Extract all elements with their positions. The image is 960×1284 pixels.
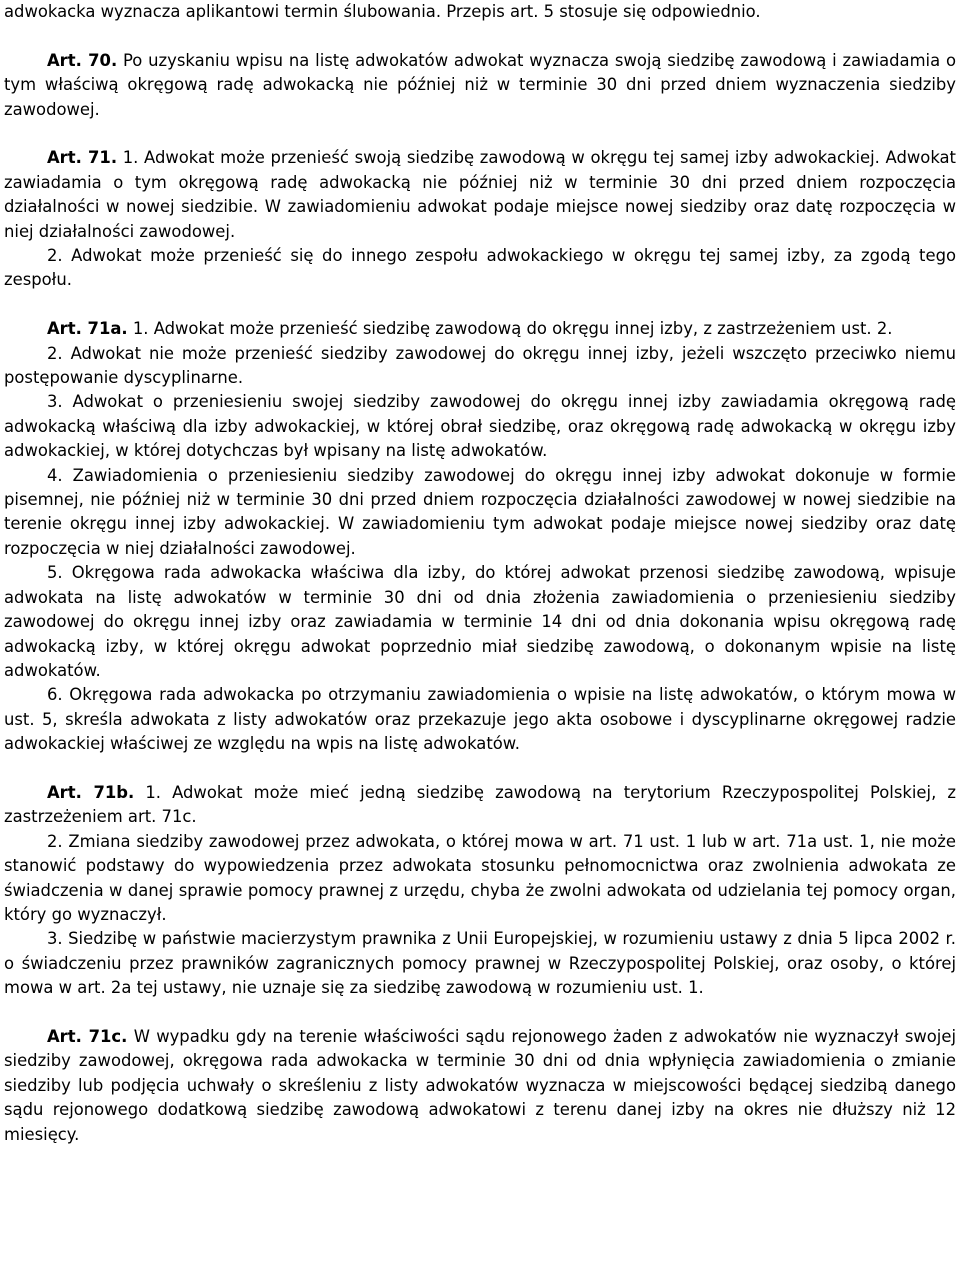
paragraph-text: 3. Siedzibę w państwie macierzystym prawnika z Unii Europejskiej, w rozumieniu ustawy z dnia 5 lipca 2002 r. o świadczeniu przez prawników zagranicznych pomocy prawnej w Rzeczypospolitej Polskiej, oraz osoby, o której mowa w art. 2a tej ustawy, nie uznaje się za siedzibę zawodową w rozumieniu ust. 1. <box>4 929 956 998</box>
paragraph-intro <box>4 0 956 24</box>
paragraph-text: adwokacka wyznacza aplikantowi termin ślubowania. Przepis art. 5 stosuje się odpowiednio. <box>4 2 761 21</box>
article-71c <box>4 1025 956 1147</box>
paragraph-text: 2. Adwokat może przenieść się do innego zespołu adwokackiego w okręgu tej samej izby, za zgodą tego zespołu. <box>4 246 956 290</box>
paragraph-text: 2. Adwokat nie może przenieść siedziby zawodowej do okręgu innej izby, jeżeli wszczęto przeciwko niemu postępowanie dyscyplinarne. <box>4 343 956 388</box>
paragraph-text: 2. Zmiana siedziby zawodowej przez adwokata, o której mowa w art. 71 ust. 1 lub w art. 71a ust. 1, nie może stanowić podstawy do wypowiedzenia przez adwokata stosunku pełnomocnictwa oraz zwolnienia adwokata ze świadczenia w danej sprawie pomocy prawnej z urzędu, chyba że zwolni adwokata od udzielania tej pomocy organ, który go wyznaczył. <box>4 831 956 924</box>
article-text: 1. Adwokat może przenieść siedzibę zawodową do okręgu innej izby, z zastrzeżeniem ust. 2. <box>127 319 893 339</box>
article-71b-paragraph-2 <box>4 830 956 928</box>
paragraph-text: 4. Zawiadomienia o przeniesieniu siedziby zawodowej do okręgu innej izby adwokat dokonuje w formie pisemnej, nie później niż w terminie 30 dni przed dniem rozpoczęcia działalności zawodowej w nowej siedzibie na terenie okręgu innej izby adwokackiej. W zawiadomieniu tym adwokat podaje miejsce nowej siedziby oraz datę rozpoczęcia w niej działalności zawodowej. <box>4 465 956 558</box>
article-label: Art. 70. <box>47 50 118 70</box>
article-71a-paragraph-1 <box>4 317 956 341</box>
article-71a-paragraph-6 <box>4 683 956 756</box>
article-71-paragraph-1 <box>4 146 956 244</box>
article-label: Art. 71a. <box>47 319 128 339</box>
article-71b-paragraph-3 <box>4 927 956 1000</box>
article-71a-paragraph-2 <box>4 342 956 391</box>
article-70 <box>4 49 956 122</box>
article-71a-paragraph-4 <box>4 464 956 562</box>
article-71a-paragraph-3 <box>4 390 956 463</box>
article-text: 1. Adwokat może przenieść swoją siedzibę zawodową w okręgu tej samej izby adwokackiej. Adwokat zawiadamia o tym okręgową radę adwokacką nie później niż w terminie 30 dni przed dniem rozpoczęcia działalności w nowej siedzibie. W zawiadomieniu adwokat podaje miejsce nowej siedziby oraz datę rozpoczęcia w niej działalności zawodowej. <box>4 148 956 241</box>
article-text: Po uzyskaniu wpisu na listę adwokatów adwokat wyznacza swoją siedzibę zawodową i zawiadamia o tym właściwą okręgową radę adwokacką nie później niż w terminie 30 dni przed dniem wyznaczenia siedziby zawodowej. <box>4 50 957 119</box>
paragraph-text: 6. Okręgowa rada adwokacka po otrzymaniu zawiadomienia o wpisie na listę adwokatów, o którym mowa w ust. 5, skreśla adwokata z listy adwokatów oraz przekazuje jego akta osobowe i dyscyplinarne okręgowej radzie adwokackiej właściwej ze względu na wpis na listę adwokatów. <box>4 685 956 754</box>
document-page <box>4 0 956 1147</box>
article-text: 1. Adwokat może mieć jedną siedzibę zawodową na terytorium Rzeczypospolitej Polskiej, z zastrzeżeniem art. 71c. <box>4 782 956 827</box>
paragraph-text: 5. Okręgowa rada adwokacka właściwa dla izby, do której adwokat przenosi siedzibę zawodową, wpisuje adwokata na listę adwokatów w terminie 30 dni od dnia złożenia zawiadomienia o przeniesieniu siedziby zawodowej do okręgu innej izby oraz zawiadamia w terminie 14 dni od dnia dokonania wpisu okręgową radę adwokacką izby, w której okręgu adwokat poprzednio miał siedzibę zawodową, o dokonanym wpisie na listę adwokatów. <box>4 563 956 680</box>
paragraph-text: 3. Adwokat o przeniesieniu swojej siedziby zawodowej do okręgu innej izby zawiadamia okręgową radę adwokacką właściwą dla izby adwokackiej, w której obrał siedzibę, oraz okręgową radę adwokacką w okręgu izby adwokackiej, w której dotychczas był wpisany na listę adwokatów. <box>4 392 956 461</box>
article-text: W wypadku gdy na terenie właściwości sądu rejonowego żaden z adwokatów nie wyznaczył swojej siedziby zawodowej, okręgowa rada adwokacka w terminie 30 dni od dnia wpłynięcia zawiadomienia o zmianie siedziby lub podjęcia uchwały o skreśleniu z listy adwokatów wyznacza w miejscowości będącej siedzibą danego sądu rejonowego dodatkową siedzibę zawodową adwokatowi z terenu danej izby na okres nie dłuższy niż 12 miesięcy. <box>4 1026 956 1144</box>
article-71b-paragraph-1 <box>4 781 956 830</box>
article-label: Art. 71b. <box>47 782 135 802</box>
article-label: Art. 71c. <box>47 1026 128 1046</box>
article-label: Art. 71. <box>47 148 118 168</box>
article-71a-paragraph-5 <box>4 561 956 683</box>
article-71-paragraph-2 <box>4 244 956 293</box>
